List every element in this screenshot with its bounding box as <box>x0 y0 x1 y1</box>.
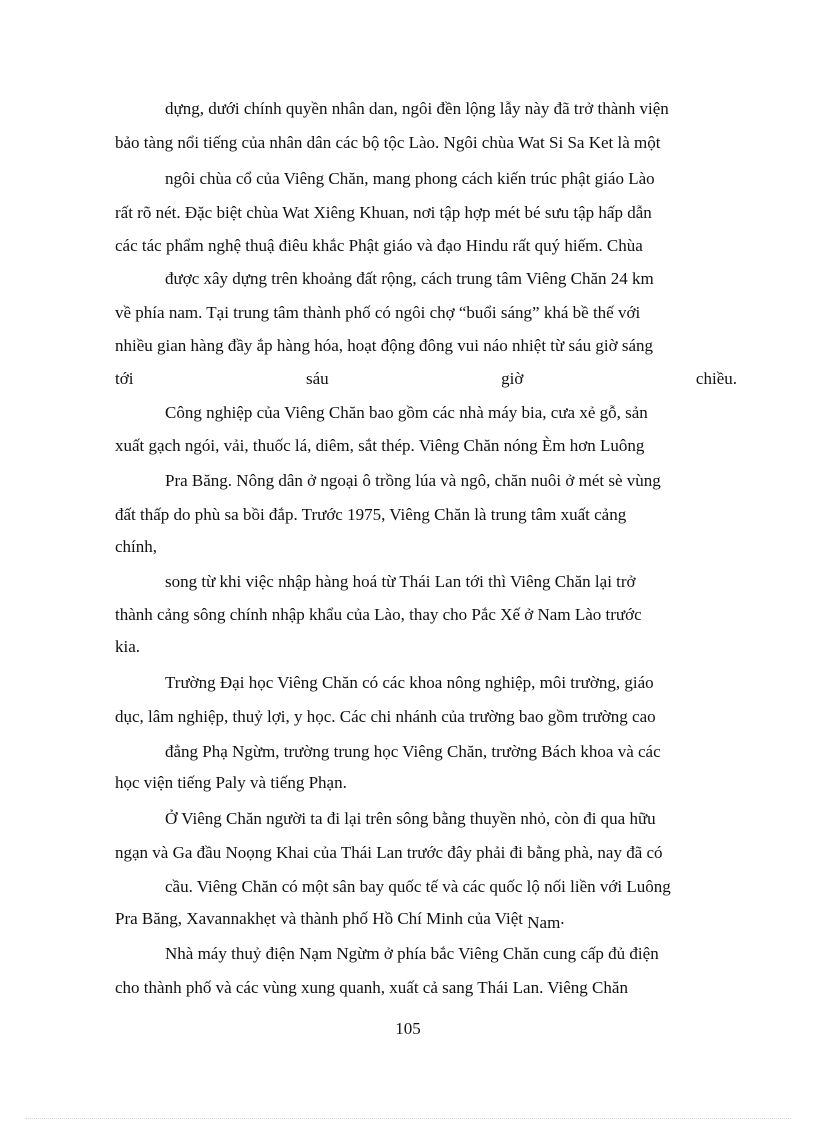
text-line: chính, <box>115 537 158 556</box>
text-line: xuất gạch ngói, vải, thuốc lá, diêm, sắt thép. Viêng Chăn nóng Èm hơn Luông <box>115 436 645 455</box>
word: sáu <box>305 369 329 388</box>
subscript-word: Nam <box>527 913 561 932</box>
text-line: kia. <box>115 637 141 656</box>
text-line: ngôi chùa cổ của Viêng Chăn, mang phong cách kiến trúc phật giáo Lào <box>165 169 655 188</box>
text-line: song từ khi việc nhập hàng hoá từ Thái Lan tới thì Viêng Chăn lại trở <box>165 572 636 591</box>
text-line: Trường Đại học Viêng Chăn có các khoa nông nghiệp, môi trường, giáo <box>165 673 654 692</box>
text-line: ngạn và Ga đầu Noọng Khai của Thái Lan trước đây phải đi bằng phà, nay đã có <box>115 843 663 862</box>
text-line <box>115 908 565 930</box>
text-line: học viện tiếng Paly và tiếng Phạn. <box>115 773 347 792</box>
text-line: đất thấp do phù sa bồi đắp. Trước 1975, Viêng Chăn là trung tâm xuất cảng <box>115 505 627 524</box>
text-line: nhiều gian hàng đầy ắp hàng hóa, hoạt động đông vui náo nhiệt từ sáu giờ sáng <box>115 336 654 355</box>
text-line: bảo tàng nổi tiếng của nhân dân các bộ tộc Lào. Ngôi chùa Wat Si Sa Ket là một <box>115 133 661 152</box>
text-line: thành cảng sông chính nhập khẩu của Lào, thay cho Pắc Xế ở Nam Lào trước <box>115 605 642 624</box>
line-end-period: . <box>560 909 565 928</box>
text-line: cầu. Viêng Chăn có một sân bay quốc tế và các quốc lộ nối liền với Luông <box>165 877 671 896</box>
line-text: Pra Băng, Xavannakhẹt và thành phố Hồ Chí Minh của Việt <box>115 909 523 928</box>
justified-text-line <box>115 368 737 390</box>
footer-divider <box>25 1118 791 1119</box>
text-line: dục, lâm nghiệp, thuỷ lợi, y học. Các chi nhánh của trường bao gồm trường cao <box>115 707 656 726</box>
word: tới <box>115 369 134 388</box>
text-line: cho thành phố và các vùng xung quanh, xuất cả sang Thái Lan. Viêng Chăn <box>115 978 628 997</box>
text-line: đẳng Phạ Ngừm, trường trung học Viêng Chăn, trường Bách khoa và các <box>165 742 661 761</box>
text-line: Công nghiệp của Viêng Chăn bao gồm các nhà máy bia, cưa xẻ gỗ, sản <box>165 403 648 422</box>
page-number: 105 <box>395 1019 421 1038</box>
text-line: về phía nam. Tại trung tâm thành phố có ngôi chợ “buổi sáng” khá bề thế với <box>115 303 641 322</box>
word: chiều. <box>695 369 737 388</box>
text-line: Ở Viêng Chăn người ta đi lại trên sông bằng thuyền nhỏ, còn đi qua hữu <box>165 809 656 828</box>
word: giờ <box>501 369 524 388</box>
text-line: các tác phẩm nghệ thuậ điêu khắc Phật giáo và đạo Hindu rất quý hiếm. Chùa <box>115 236 643 255</box>
text-line: Nhà máy thuỷ điện Nạm Ngừm ở phía bắc Viêng Chăn cung cấp đủ điện <box>165 944 659 963</box>
text-line: dựng, dưới chính quyền nhân dan, ngôi đền lộng lẫy này đã trở thành viện <box>165 99 669 118</box>
text-line: được xây dựng trên khoảng đất rộng, cách trung tâm Viêng Chăn 24 km <box>165 269 654 288</box>
text-line: rất rõ nét. Đặc biệt chùa Wat Xiêng Khuan, nơi tập hợp mét bé sưu tập hấp dẫn <box>115 203 652 222</box>
text-line: Pra Băng. Nông dân ở ngoại ô trồng lúa và ngô, chăn nuôi ở mét sè vùng <box>165 471 661 490</box>
